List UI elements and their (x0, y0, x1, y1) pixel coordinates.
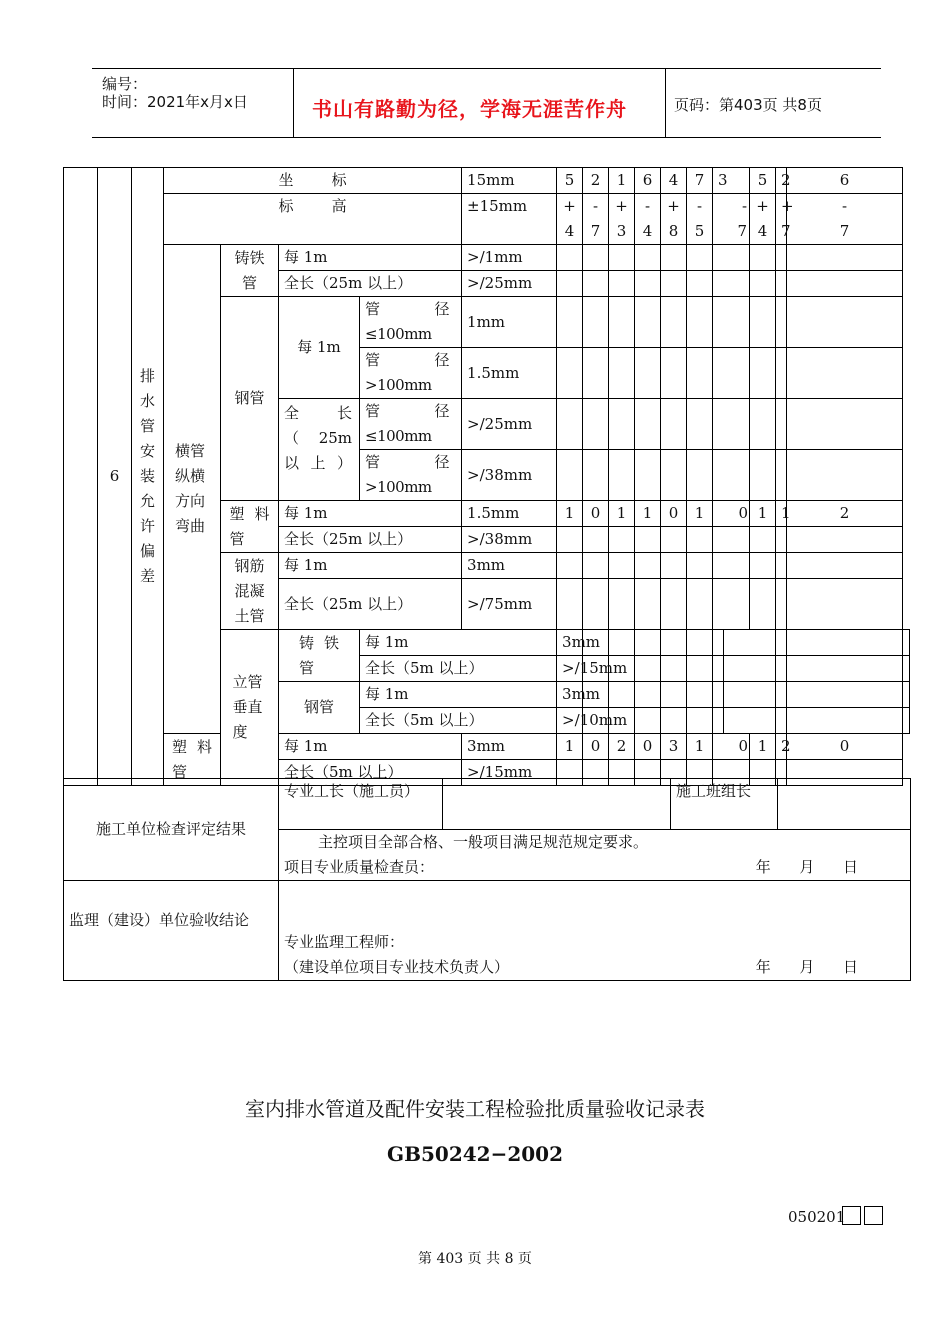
page-footer: 第 403 页 共 8 页 (418, 1251, 532, 1267)
value-cell: 1 (687, 734, 713, 760)
value-cell: 0 (583, 501, 609, 527)
full-length-label: 全长（5m 以上） (360, 656, 557, 682)
value-cell: 2 (583, 168, 609, 194)
steel-label: 钢管 (279, 682, 360, 734)
elev-label: 标 高 (164, 194, 462, 245)
steel-label: 钢管 (221, 297, 279, 501)
blank-col (64, 168, 98, 786)
tolerance-cell: 1mm (462, 297, 557, 348)
plastic-label: 塑料管 (221, 501, 279, 553)
value-cell: 2 (609, 734, 635, 760)
owner-tech-label: （建设单位项目专业技术负责人） (284, 958, 510, 976)
value-cell: + 7 (776, 194, 787, 245)
table-row (64, 168, 910, 194)
supervisor-result-label: 监理（建设）单位验收结论 (64, 881, 279, 981)
tolerance-cell: 1.5mm (462, 501, 557, 527)
pipe-dia-le-label: 管径≤100mm (360, 399, 462, 450)
page-label: 页码：第403页 共8页 (674, 96, 822, 114)
value-cell: 0 (713, 734, 750, 760)
tolerance-cell: 3mm (557, 682, 583, 708)
page-header (92, 68, 881, 138)
deviation-table (63, 167, 910, 786)
tolerance-cell: 1.5mm (462, 348, 557, 399)
value-cell: 4 (661, 168, 687, 194)
item-number: 6 (98, 168, 132, 786)
document-title: 室内排水管道及配件安装工程检验批质量验收记录表 (245, 1097, 705, 1121)
foreman-signature (443, 779, 671, 830)
per-1m-label: 每 1m (279, 501, 462, 527)
date-label: 年 月 日 (755, 958, 858, 976)
value-cell: 7 (687, 168, 713, 194)
tolerance-cell: >/15mm (462, 760, 557, 786)
value-cell: - 7 (713, 194, 750, 245)
foreman-label: 专业工长（施工员） (279, 779, 443, 830)
full-length-split-label: 全长（25m 以上） (279, 399, 360, 501)
table-row (64, 194, 910, 245)
value-cell: 0 (787, 734, 903, 760)
per-1m-label: 每 1m (360, 682, 557, 708)
pipe-dia-le-label: 管径≤100mm (360, 297, 462, 348)
tolerance-cell: >/75mm (462, 579, 557, 630)
value-cell: - 7 (583, 194, 609, 245)
value-cell: 2 (776, 734, 787, 760)
coord-tol: 15mm (462, 168, 557, 194)
full-length-label: 全长（25m 以上） (279, 579, 462, 630)
per-1m-label: 每 1m (279, 297, 360, 399)
tolerance-cell: 3mm (557, 630, 583, 656)
value-cell: 1 (635, 501, 661, 527)
per-1m-label: 每 1m (360, 630, 557, 656)
value-cell: + 4 (557, 194, 583, 245)
checkbox-square (842, 1206, 861, 1225)
coord-label: 坐 标 (164, 168, 462, 194)
tolerance-cell: >/25mm (462, 271, 557, 297)
full-length-label: 全长（25m 以上） (279, 271, 462, 297)
cast-iron-label: 铸铁管 (221, 245, 279, 297)
constructor-result-label: 施工单位检查评定结果 (64, 779, 279, 881)
value-cell: 2 (776, 168, 787, 194)
vert-group-label: 立管垂直度 (221, 630, 279, 786)
value-cell: 1 (687, 501, 713, 527)
tolerance-cell: >/38mm (462, 450, 557, 501)
team-leader-signature (778, 779, 911, 830)
value-cell: 6 (635, 168, 661, 194)
cast-iron-label: 铸铁管 (279, 630, 360, 682)
acceptance-table (63, 778, 911, 981)
value-cell: + 8 (661, 194, 687, 245)
doc-number-label: 编号： (102, 75, 148, 93)
date-label: 年 月 日 (755, 858, 858, 876)
value-cell: 3 (661, 734, 687, 760)
value-cell: - 5 (687, 194, 713, 245)
inspector-label: 项目专业质量检查员： (284, 858, 435, 876)
table-row (64, 245, 910, 271)
value-cell: 0 (583, 734, 609, 760)
tolerance-cell: >/38mm (462, 527, 557, 553)
motto: 书山有路勤为径，学海无涯苦作舟 (312, 97, 627, 121)
value-cell: + 3 (609, 194, 635, 245)
value-cell: 1 (750, 734, 776, 760)
pipe-dia-gt-label: 管径>100mm (360, 450, 462, 501)
value-cell: 5 (557, 168, 583, 194)
value-cell: 1 (750, 501, 776, 527)
per-1m-label: 每 1m (279, 553, 462, 579)
elev-tol: ±15mm (462, 194, 557, 245)
tolerance-cell: >/25mm (462, 399, 557, 450)
section-label: 排水管安装允许偏差 (132, 168, 164, 786)
rc-pipe-label: 钢筋混凝土管 (221, 553, 279, 630)
full-length-label: 全长（25m 以上） (279, 527, 462, 553)
constructor-conclusion (279, 830, 911, 881)
tolerance-cell: >/10mm (557, 708, 583, 734)
table-row (64, 779, 911, 830)
value-cell: 3 (713, 168, 750, 194)
checkbox-square (864, 1206, 883, 1225)
header-divider (665, 69, 666, 137)
full-length-label: 全长（5m 以上） (279, 760, 462, 786)
value-cell: 0 (713, 501, 750, 527)
value-cell: 2 (787, 501, 903, 527)
table-row (64, 881, 911, 981)
value-cell: 1 (776, 501, 787, 527)
table-row (64, 734, 910, 760)
conclusion-text: 主控项目全部合格、一般项目满足规范规定要求。 (318, 833, 649, 851)
doc-time-label: 时间：2021年x月x日 (102, 93, 248, 111)
team-leader-label: 施工班组长 (671, 779, 778, 830)
value-cell: - 7 (787, 194, 903, 245)
value-cell: 1 (609, 501, 635, 527)
value-cell: 1 (557, 734, 583, 760)
tolerance-cell: >/1mm (462, 245, 557, 271)
tolerance-cell: 3mm (462, 553, 557, 579)
standard-code: GB50242−2002 (387, 1142, 563, 1166)
supervisor-conclusion (279, 881, 911, 981)
full-length-label: 全长（5m 以上） (360, 708, 557, 734)
value-cell: 0 (635, 734, 661, 760)
value-cell: 0 (661, 501, 687, 527)
value-cell: 6 (787, 168, 903, 194)
value-cell: + 4 (750, 194, 776, 245)
tolerance-cell: >/15mm (557, 656, 583, 682)
value-cell: 1 (609, 168, 635, 194)
value-cell: - 4 (635, 194, 661, 245)
per-1m-label: 每 1m (279, 245, 462, 271)
tolerance-cell: 3mm (462, 734, 557, 760)
per-1m-label: 每 1m (279, 734, 462, 760)
pipe-dia-gt-label: 管径>100mm (360, 348, 462, 399)
plastic-label: 塑料管 (164, 734, 221, 786)
form-code: 050201 (788, 1208, 846, 1226)
value-cell: 1 (557, 501, 583, 527)
value-cell: 5 (750, 168, 776, 194)
engineer-label: 专业监理工程师： (284, 933, 405, 951)
header-divider (293, 69, 294, 137)
horiz-group-label: 横管纵横方向弯曲 (164, 245, 221, 734)
